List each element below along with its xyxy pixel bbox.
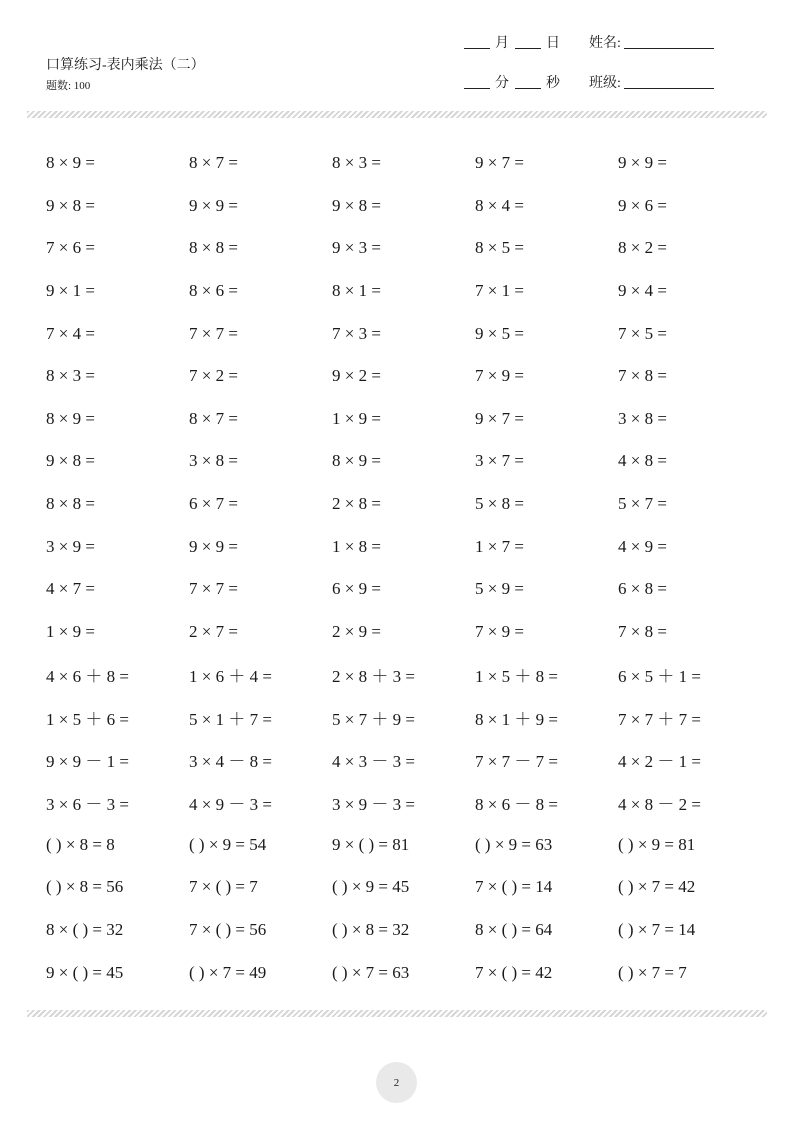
problem-item: ( ) × 7 = 14	[618, 919, 696, 939]
month-label: 月	[495, 36, 509, 51]
minute-blank[interactable]	[464, 87, 490, 89]
problem-item: 7 × ( ) = 14	[475, 877, 553, 897]
time-row	[464, 72, 560, 92]
problem-item: 6 × 5 ＋ 1 =	[618, 666, 701, 686]
problem-item: 1 × 5 ＋ 6 =	[46, 709, 129, 729]
problem-item: ( ) × 7 = 63	[332, 962, 410, 982]
problem-item: 7 × 8 =	[618, 621, 667, 641]
problem-item: 9 × 9 － 1 =	[46, 752, 129, 772]
problem-item: ( ) × 8 = 56	[46, 877, 124, 897]
problem-item: 4 × 2 － 1 =	[618, 752, 701, 772]
problem-item: 7 × 7 ＋ 7 =	[618, 709, 701, 729]
problem-item: 4 × 7 =	[46, 579, 95, 599]
problem-item: 4 × 9 － 3 =	[189, 794, 272, 814]
problem-item: 1 × 5 ＋ 8 =	[475, 666, 558, 686]
problem-item: ( ) × 7 = 49	[189, 962, 267, 982]
problem-item: 9 × 6 =	[618, 195, 667, 215]
day-label: 日	[546, 36, 560, 51]
class-label: 班级:	[589, 76, 621, 91]
problem-item: ( ) × 9 = 81	[618, 834, 696, 854]
problem-item: 8 × 6 =	[189, 281, 238, 301]
problem-item: 8 × 8 =	[46, 494, 95, 514]
problem-item: 4 × 6 ＋ 8 =	[46, 666, 129, 686]
problem-item: 2 × 7 =	[189, 621, 238, 641]
problem-item: 5 × 7 =	[618, 494, 667, 514]
question-count: 题数: 100	[46, 80, 91, 92]
problem-item: 3 × 9 =	[46, 536, 95, 556]
problem-item: 9 × ( ) = 81	[332, 834, 410, 854]
problem-item: 8 × 9 =	[332, 451, 381, 471]
day-blank[interactable]	[515, 47, 541, 49]
problem-item: 8 × 2 =	[618, 238, 667, 258]
problem-item: 7 × ( ) = 56	[189, 919, 267, 939]
problem-item: ( ) × 8 = 8	[46, 834, 115, 854]
problem-item: 2 × 9 =	[332, 621, 381, 641]
problem-item: 5 × 8 =	[475, 494, 524, 514]
problem-item: 7 × 7 =	[189, 323, 238, 343]
problem-item: 7 × ( ) = 42	[475, 962, 553, 982]
problem-item: 2 × 8 =	[332, 494, 381, 514]
problem-item: 3 × 7 =	[475, 451, 524, 471]
problem-item: 4 × 9 =	[618, 536, 667, 556]
problem-item: 7 × 4 =	[46, 323, 95, 343]
second-label: 秒	[546, 76, 560, 91]
problem-item: ( ) × 7 = 7	[618, 962, 687, 982]
problem-item: 8 × 9 =	[46, 408, 95, 428]
problem-item: 2 × 8 ＋ 3 =	[332, 666, 415, 686]
name-label: 姓名:	[589, 36, 621, 51]
problem-item: 1 × 6 ＋ 4 =	[189, 666, 272, 686]
problem-item: 8 × ( ) = 64	[475, 919, 553, 939]
problem-item: 6 × 8 =	[618, 579, 667, 599]
problem-item: 8 × 3 =	[46, 366, 95, 386]
problem-item: 9 × 7 =	[475, 408, 524, 428]
problem-item: 9 × 9 =	[618, 153, 667, 173]
problem-item: 8 × ( ) = 32	[46, 919, 124, 939]
problem-item: 8 × 1 =	[332, 281, 381, 301]
problem-item: ( ) × 7 = 42	[618, 877, 696, 897]
problem-item: 9 × 3 =	[332, 238, 381, 258]
problem-item: 9 × ( ) = 45	[46, 962, 124, 982]
problem-item: 8 × 3 =	[332, 153, 381, 173]
problem-item: 3 × 8 =	[618, 408, 667, 428]
top-divider	[27, 111, 767, 118]
date-row	[464, 32, 560, 52]
problem-item: 8 × 1 ＋ 9 =	[475, 709, 558, 729]
problem-item: 4 × 3 － 3 =	[332, 752, 415, 772]
problem-item: 7 × 1 =	[475, 281, 524, 301]
bottom-divider	[27, 1010, 767, 1017]
problem-item: 9 × 9 =	[189, 536, 238, 556]
problem-item: 1 × 7 =	[475, 536, 524, 556]
name-line[interactable]	[624, 47, 714, 49]
problem-item: 8 × 9 =	[46, 153, 95, 173]
worksheet-title: 口算练习-表内乘法（二）	[46, 58, 205, 73]
problem-item: 4 × 8 =	[618, 451, 667, 471]
problem-item: ( ) × 9 = 54	[189, 834, 267, 854]
problem-item: 8 × 7 =	[189, 408, 238, 428]
problem-item: 6 × 9 =	[332, 579, 381, 599]
problem-item: 9 × 8 =	[46, 195, 95, 215]
problem-item: 7 × 2 =	[189, 366, 238, 386]
problem-item: 9 × 8 =	[46, 451, 95, 471]
problem-item: 9 × 4 =	[618, 281, 667, 301]
problem-item: 1 × 9 =	[332, 408, 381, 428]
problem-item: 9 × 2 =	[332, 366, 381, 386]
problem-item: 9 × 1 =	[46, 281, 95, 301]
problem-item: 7 × 3 =	[332, 323, 381, 343]
problem-item: 6 × 7 =	[189, 494, 238, 514]
problem-item: 9 × 5 =	[475, 323, 524, 343]
problem-item: 7 × 9 =	[475, 366, 524, 386]
problem-item: 1 × 8 =	[332, 536, 381, 556]
problem-item: 7 × 6 =	[46, 238, 95, 258]
problem-item: 5 × 1 ＋ 7 =	[189, 709, 272, 729]
problem-item: 7 × 7 － 7 =	[475, 752, 558, 772]
problem-item: 9 × 9 =	[189, 195, 238, 215]
problem-item: 5 × 7 ＋ 9 =	[332, 709, 415, 729]
class-field	[589, 72, 714, 92]
problem-item: 8 × 8 =	[189, 238, 238, 258]
minute-label: 分	[495, 76, 509, 91]
class-line[interactable]	[624, 87, 714, 89]
problem-item: 1 × 9 =	[46, 621, 95, 641]
problem-item: 7 × 9 =	[475, 621, 524, 641]
problem-item: ( ) × 9 = 63	[475, 834, 553, 854]
problem-item: 3 × 6 － 3 =	[46, 794, 129, 814]
page-number: 2	[376, 1062, 417, 1103]
problem-item: 7 × ( ) = 7	[189, 877, 258, 897]
problem-item: 7 × 5 =	[618, 323, 667, 343]
problem-item: 8 × 5 =	[475, 238, 524, 258]
problem-item: ( ) × 8 = 32	[332, 919, 410, 939]
problem-item: 3 × 4 － 8 =	[189, 752, 272, 772]
problem-item: 8 × 4 =	[475, 195, 524, 215]
problem-item: ( ) × 9 = 45	[332, 877, 410, 897]
problem-item: 7 × 8 =	[618, 366, 667, 386]
problem-item: 7 × 7 =	[189, 579, 238, 599]
problem-item: 9 × 8 =	[332, 195, 381, 215]
problem-item: 8 × 6 － 8 =	[475, 794, 558, 814]
name-field	[589, 32, 714, 52]
problem-item: 9 × 7 =	[475, 153, 524, 173]
problem-item: 3 × 9 － 3 =	[332, 794, 415, 814]
problem-item: 4 × 8 － 2 =	[618, 794, 701, 814]
month-blank[interactable]	[464, 47, 490, 49]
problem-item: 5 × 9 =	[475, 579, 524, 599]
second-blank[interactable]	[515, 87, 541, 89]
problem-item: 8 × 7 =	[189, 153, 238, 173]
problem-grid	[46, 142, 761, 994]
problem-item: 3 × 8 =	[189, 451, 238, 471]
worksheet-header	[0, 0, 793, 110]
